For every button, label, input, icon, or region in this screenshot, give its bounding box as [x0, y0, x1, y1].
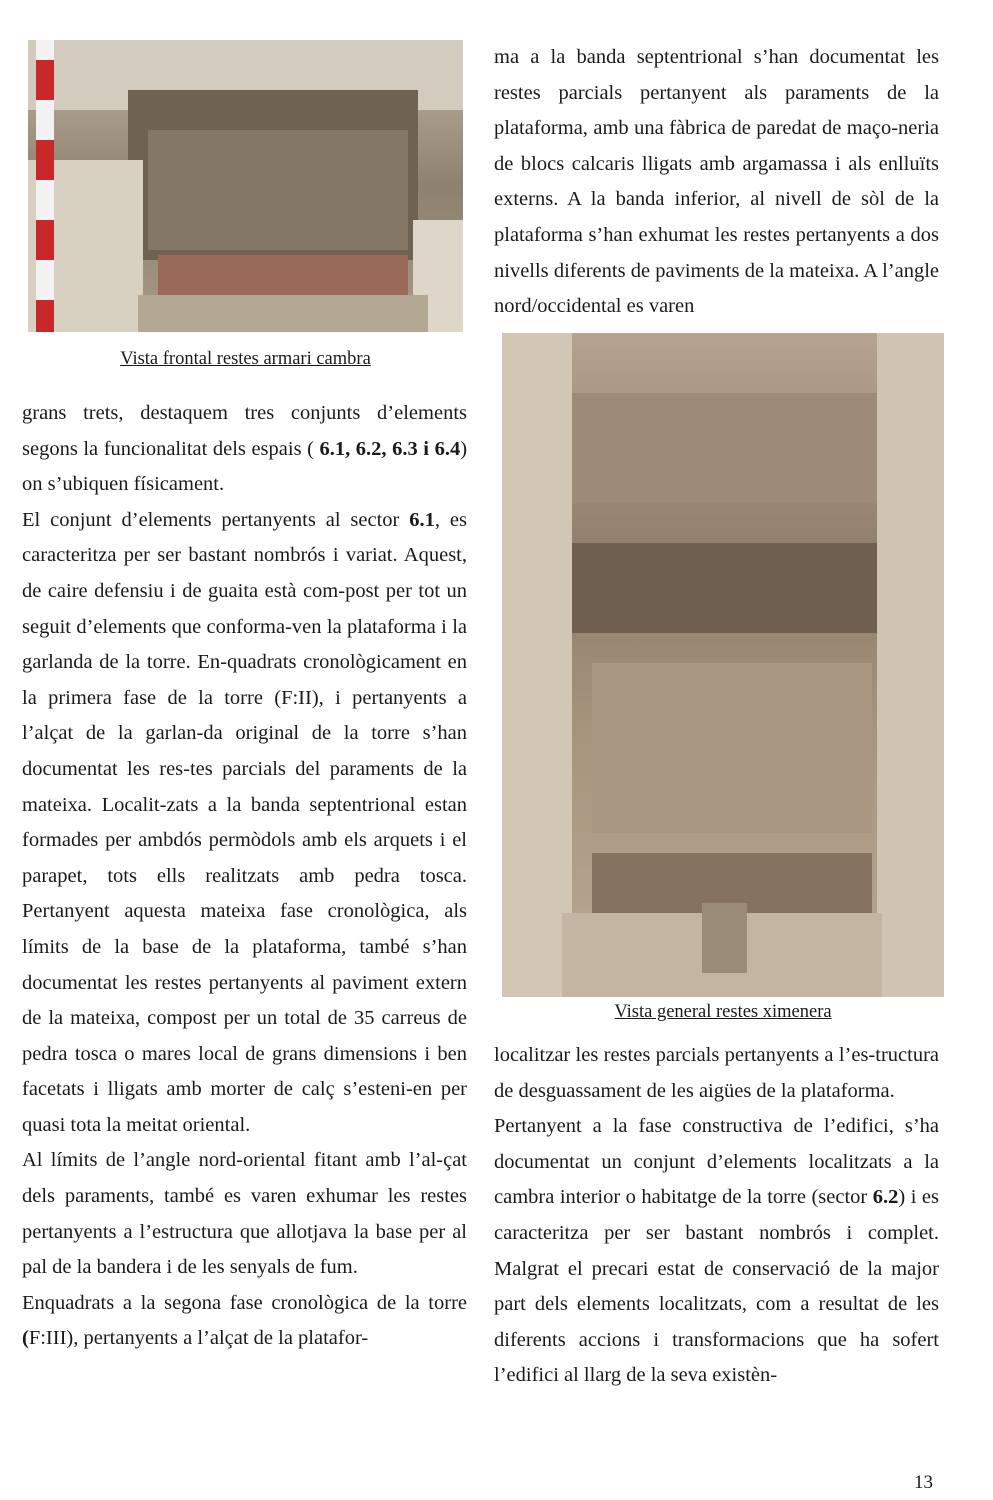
paragraph-sector-6-2 — [494, 1109, 939, 1394]
text-span: , es caracteritza per ser bastant nombrós i variat. Aquest, de caire defensiu i de guaita està com-post per tot un seguit d’elements que conforma-ven la plataforma i la garlanda de la torre. En-quadrats cronològicament en la primera fase de la torre (F:II), i pertanyents a l’alçat de la garlan-da original de la torre s’han documentat les res-tes parcials del paraments de la mateixa. Localit-zats a la banda septentrional estan formades per ambdós permòdols amb els arquets i el parapet, tots ells realitzats amb pedra tosca. Pertanyent aquesta mateixa fase cronològica, als límits de la base de la plataforma, també s’han documentat les restes pertanyents al paviment extern de la mateixa, compost per un total de 35 carreus de pedra tosca o mares local de grans dimensions i ben facetats i lligats amb morter de calç s’esteni-en per quasi tota la meitat oriental. — [22, 508, 467, 1136]
photo-ximenera-image — [502, 333, 944, 997]
text-span: El conjunt d’elements pertanyents al sector — [22, 508, 410, 531]
text-span: ) i es caracteritza per ser bastant nombrós i complet. Malgrat el precari estat de conservació de la major part dels elements localitzats, com a resultat de les diferents accions i transformacions que ha sofert l’edifici al llarg de la seva existèn- — [494, 1186, 939, 1387]
text-column-right-top — [494, 40, 939, 325]
photo-caption-ximenera: Vista general restes ximenera — [614, 1002, 832, 1022]
text-span: Enquadrats a la segona fase cronològica de la torre — [22, 1291, 467, 1314]
text-span: ) on s’ubiquen físicament. — [22, 437, 468, 496]
text-span: ( — [22, 1327, 29, 1350]
sector-ref: 6.1 — [409, 508, 435, 531]
paragraph-desguassament: localitzar les restes parcials pertanyents a l’es-tructura de desguassament de les aigües de la plataforma. — [494, 1044, 939, 1102]
text-column-right-bottom — [494, 1038, 939, 1394]
paragraph-grans-trets — [22, 396, 467, 503]
paragraph-sector-6-1 — [22, 503, 467, 1144]
text-column-left — [22, 396, 467, 1357]
paragraph-segona-fase — [22, 1286, 467, 1357]
photo-armari-cambra — [28, 40, 463, 332]
sector-ref: 6.2 — [872, 1186, 899, 1209]
text-span: grans trets, destaquem tres conjunts d’elements segons la funcionalitat dels espais ( — [22, 402, 467, 460]
photo-ximenera — [502, 333, 944, 997]
text-span: Pertanyent a la fase constructiva de l’edifici, s’ha documentat un conjunt d’elements localitzats a la cambra interior o habitatge de la torre (sector — [494, 1115, 939, 1209]
text-span: i — [417, 437, 435, 460]
page-number: 13 — [914, 1472, 933, 1493]
paragraph-angle-nord-oriental: Al límits de l’angle nord-oriental fitant amb l’al-çat dels paraments, també es varen exhumar les restes pertanyents a l’estructura que allotjava la base per al pal de la bandera i de les senyals de fum. — [22, 1149, 467, 1279]
paragraph-plataforma-continuation: ma a la banda septentrional s’han documentat les restes parcials pertanyent als paraments de la plataforma, amb una fàbrica de paredat de maço-neria de blocs calcaris lligats amb argamassa i als enlluïts externs. A la banda inferior, al nivell de sòl de la plataforma s’han exhumat les restes pertanyents a dos nivells diferents de paviments de la mateixa. A l’angle nord/occidental es varen — [494, 46, 939, 318]
text-span: F:III), pertanyents a l’alçat de la platafor- — [28, 1327, 369, 1350]
photo-caption-armari: Vista frontal restes armari cambra — [120, 349, 371, 369]
sector-ref: 6.1, 6.2, 6.3 — [319, 437, 418, 460]
photo-armari-cambra-image — [28, 40, 463, 332]
sector-ref: 6.4 — [434, 437, 461, 460]
